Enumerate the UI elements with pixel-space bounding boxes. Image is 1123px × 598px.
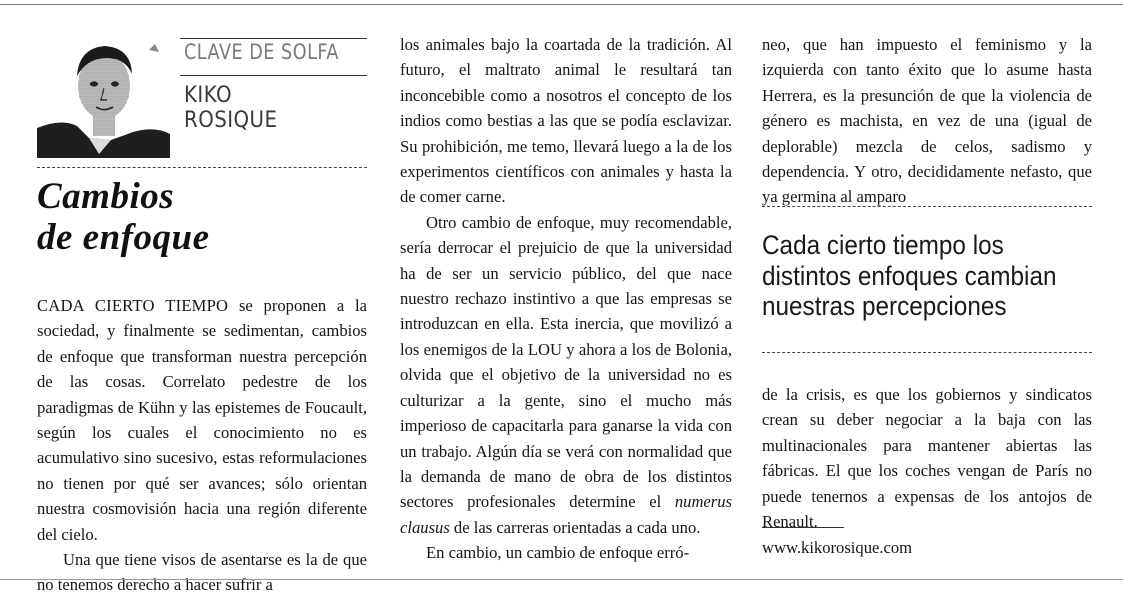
paragraph-3: los animales bajo la coartada de la tradición. Al futuro, el maltrato animal le resultará tan inconcebible como a nosotros el concepto de los indios como bestias a las que se podía esclavizar. Su prohibición, me temo, llevará luego a la de los experimentos científicos con animales y hasta la de comer carne. (400, 35, 732, 207)
paragraph-1 (37, 293, 367, 547)
section-title: CLAVE DE SOLFA (184, 40, 339, 65)
paragraph-1-text: se proponen a la sociedad, y finalmente se sedimentan, cambios de enfoque que transforman nuestra percepción de las cosas. Correlato pedestre de los paradigmas de Kühn y las epistemes de Foucault, según los cuales el conocimiento no es acumulativo sino sucesivo, estas reformulaciones no tienen por qué ser avances; sólo orientan nuestra cosmovisión hacia una región diferente del cielo. (37, 296, 367, 544)
paragraph-4-end: de las carreras orientadas a cada uno. (449, 517, 701, 537)
paragraph-6: neo, que han impuesto el feminismo y la izquierda con tanto éxito que lo asume hasta Herrera, es la presunción de que la violencia de género es machista, en vez de una (igual de deplorable) mezcla de celos, sadismo y dependencia. Y otro, decididamente nefasto, que ya germina al amparo (762, 35, 1092, 207)
paragraph-4 (400, 210, 732, 540)
column-3-bottom (762, 382, 1092, 534)
author-name (184, 83, 351, 133)
author-photo (37, 30, 170, 158)
lead-in: CADA CIERTO TIEMPO (37, 296, 229, 315)
paragraph-5: En cambio, un cambio de enfoque erró- (426, 543, 690, 563)
pullquote-rule-top (762, 206, 1092, 207)
signature-rule (762, 527, 844, 528)
header-rule-middle (180, 75, 367, 76)
paragraph-7: de la crisis, es que los gobiernos y sindicatos crean su deber negociar a la baja con las multinacionales para mantener abiertas las fábricas. El que los coches vengan de París no puede tenernos a expensas de los antojos de Renault. (762, 385, 1092, 532)
paragraph-2: Una que tiene visos de asentarse es la de que no tenemos derecho a hacer sufrir a (37, 550, 367, 595)
header-divider (37, 167, 367, 168)
headline (37, 176, 367, 258)
header-rule-top (180, 38, 367, 39)
column-2 (400, 32, 732, 566)
pullquote (762, 230, 1068, 322)
pullquote-line-2: distintos enfoques cambian (762, 260, 1057, 291)
pullquote-line-1: Cada cierto tiempo los (762, 230, 1004, 260)
pullquote-line-3: nuestras percepciones (762, 291, 1007, 321)
pullquote-rule-bottom (762, 352, 1092, 353)
bottom-rule (0, 579, 1123, 580)
column-1 (37, 293, 367, 598)
author-last-name: ROSIQUE (184, 107, 278, 133)
paragraph-4-text: Otro cambio de enfoque, muy recomendable, sería derrocar el prejuicio de que la universidad ha de ser un servicio público, del que nace nuestro rechazo instintivo a que las empresas se introduzcan en ella. Esta inercia, que movilizó a los enemigos de la LOU y ahora a los de Bolonia, olvida que el objetivo de la universidad no es culturizar a la gente, sino el mucho más imperioso de capacitarla para ganarse la vida con un trabajo. Algún día se verá con normalidad que la demanda de mano de obra de los distintos sectores profesionales determine el (400, 212, 732, 512)
headline-line-1: Cambios (37, 176, 175, 217)
author-first-name: KIKO (184, 82, 233, 108)
latin-term: numerus clausus (400, 492, 732, 537)
column-3-top (762, 32, 1092, 210)
author-website: www.kikorosique.com (762, 538, 913, 557)
top-rule (0, 4, 1123, 5)
headline-line-2: de enfoque (37, 217, 210, 258)
